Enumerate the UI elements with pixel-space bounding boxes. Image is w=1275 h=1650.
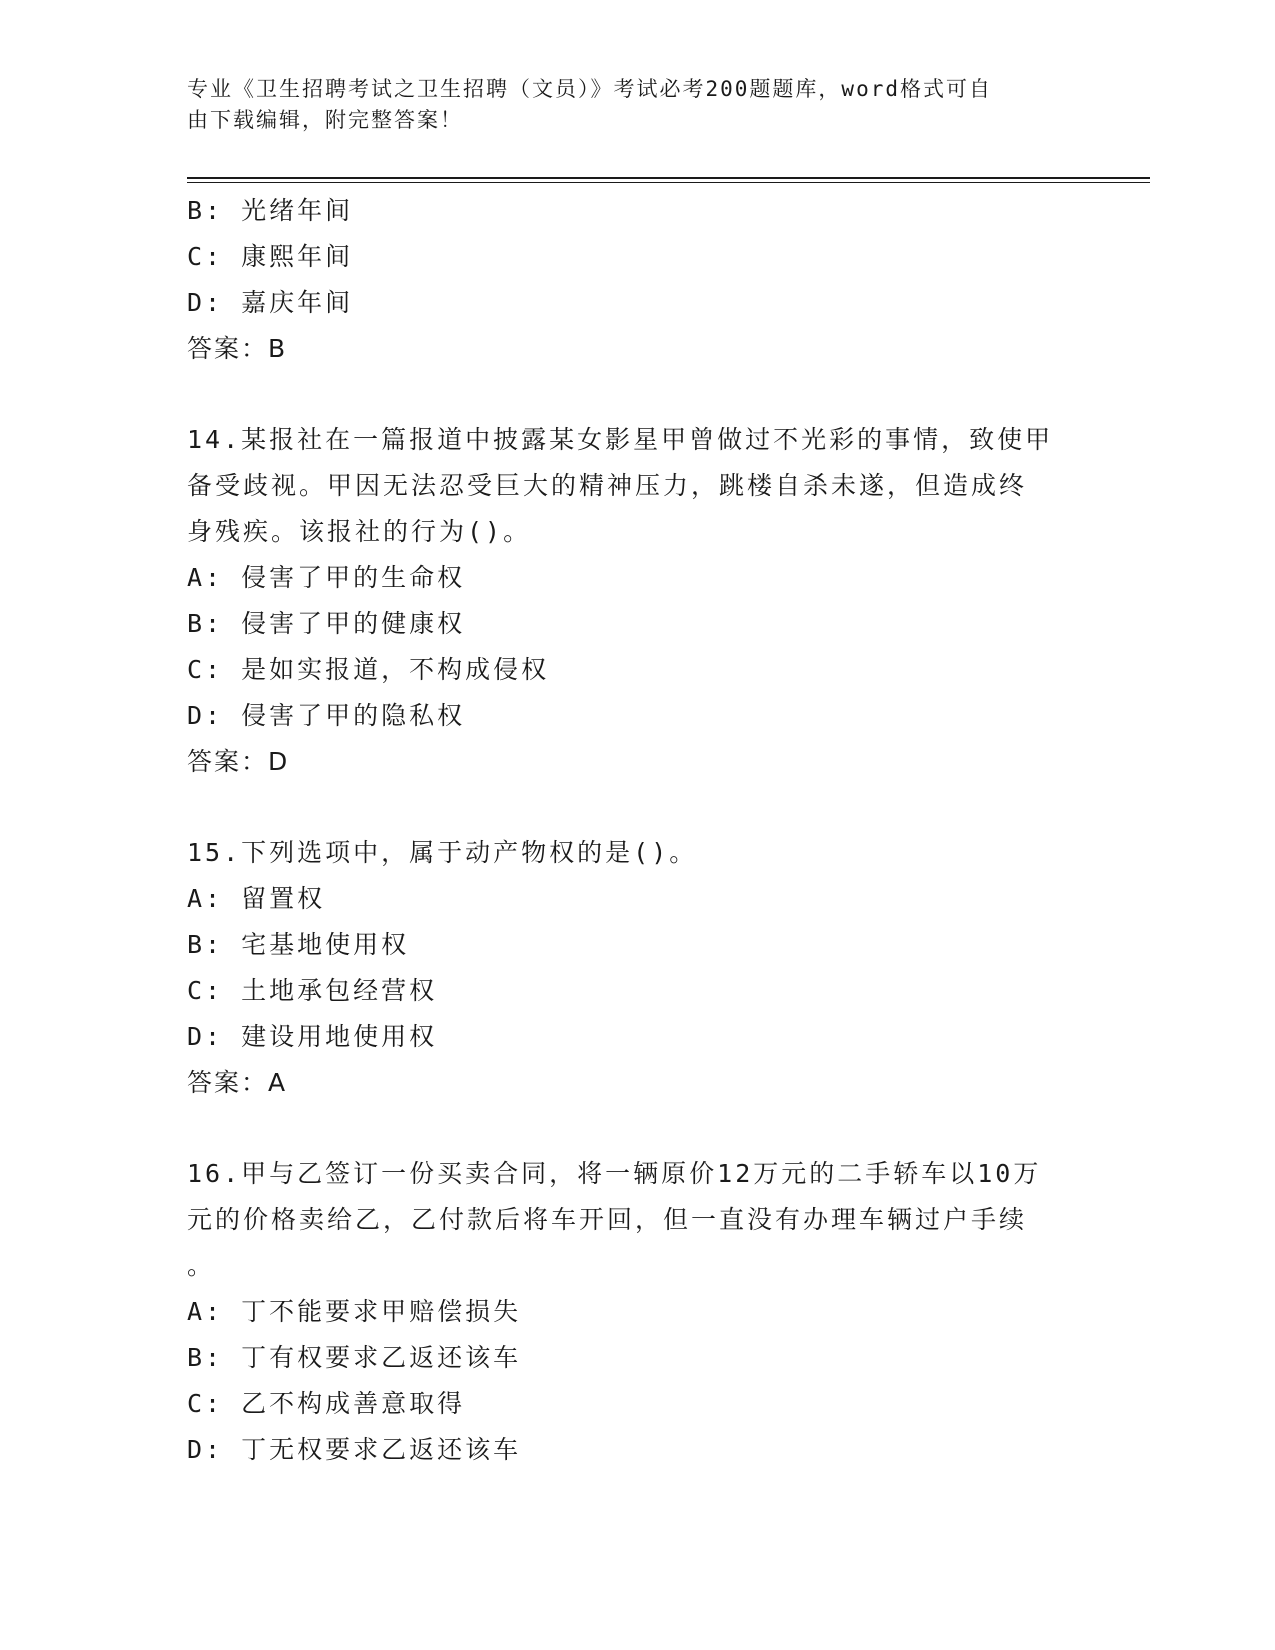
option-c: C: 土地承包经营权 <box>187 976 438 1005</box>
header-divider-thin <box>187 182 1150 183</box>
option-d: D: 建设用地使用权 <box>187 1022 438 1051</box>
option-b: B: 丁有权要求乙返还该车 <box>187 1343 522 1372</box>
question-text-line: 身残疾。该报社的行为()。 <box>187 517 532 546</box>
question-text-line: 元的价格卖给乙，乙付款后将车开回，但一直没有办理车辆过户手续 <box>187 1205 1028 1234</box>
answer: 答案：B <box>187 334 288 363</box>
option-d: D: 丁无权要求乙返还该车 <box>187 1435 522 1464</box>
question-15 <box>187 830 1087 1106</box>
question-13-continued <box>187 188 1087 372</box>
header-line-1: 专业《卫生招聘考试之卫生招聘（文员）》考试必考200题题库，word格式可自 <box>187 77 992 101</box>
option-c: C: 康熙年间 <box>187 242 354 271</box>
option-d: D: 嘉庆年间 <box>187 288 354 317</box>
option-b: B: 侵害了甲的健康权 <box>187 609 466 638</box>
spacer <box>187 1106 1087 1151</box>
option-d: D: 侵害了甲的隐私权 <box>187 701 466 730</box>
option-a: A: 留置权 <box>187 884 326 913</box>
option-c: C: 乙不构成善意取得 <box>187 1389 466 1418</box>
header-divider-thick <box>187 177 1150 179</box>
question-16 <box>187 1151 1087 1473</box>
question-text-line: 16.甲与乙签订一份买卖合同，将一辆原价12万元的二手轿车以10万 <box>187 1159 1042 1188</box>
question-content <box>187 188 1087 1473</box>
option-b: B: 宅基地使用权 <box>187 930 410 959</box>
question-text-line: 14.某报社在一篇报道中披露某女影星甲曾做过不光彩的事情，致使甲 <box>187 425 1054 454</box>
option-a: A: 侵害了甲的生命权 <box>187 563 466 592</box>
question-text-line: 。 <box>187 1251 216 1280</box>
question-text-line: 备受歧视。甲因无法忍受巨大的精神压力，跳楼自杀未遂，但造成终 <box>187 471 1028 500</box>
option-c: C: 是如实报道，不构成侵权 <box>187 655 550 684</box>
answer: 答案：D <box>187 747 290 776</box>
question-14 <box>187 417 1087 785</box>
answer: 答案：A <box>187 1068 288 1097</box>
option-a: A: 丁不能要求甲赔偿损失 <box>187 1297 522 1326</box>
page-header <box>187 74 1087 136</box>
spacer <box>187 372 1087 417</box>
header-line-2: 由下载编辑，附完整答案！ <box>187 108 463 132</box>
question-text-line: 15.下列选项中，属于动产物权的是()。 <box>187 838 698 867</box>
option-b: B: 光绪年间 <box>187 196 354 225</box>
spacer <box>187 785 1087 830</box>
